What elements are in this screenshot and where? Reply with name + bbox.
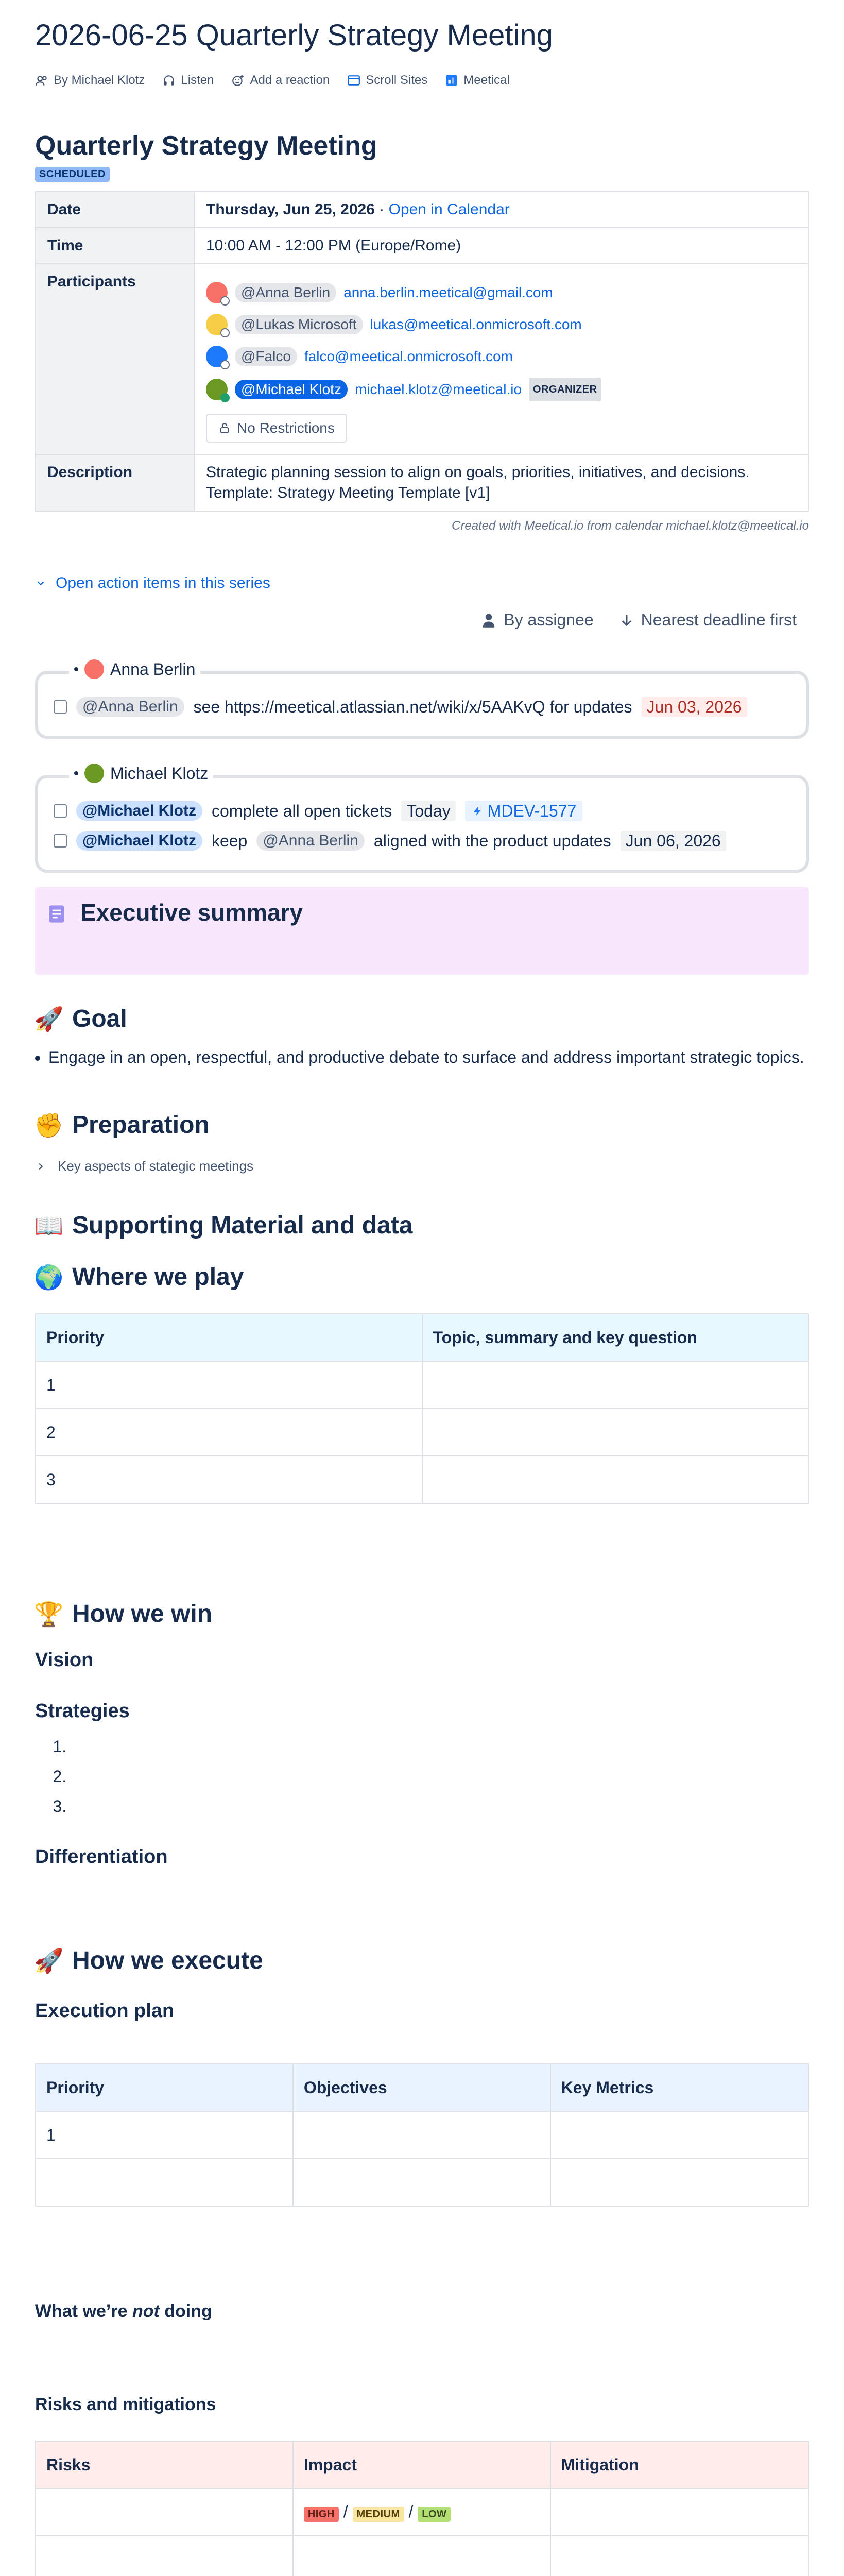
table-cell[interactable] bbox=[293, 2536, 550, 2576]
avatar[interactable] bbox=[206, 282, 228, 303]
where-we-play-heading: 🌍 Where we play bbox=[34, 1263, 244, 1291]
rocket-icon: 🚀 bbox=[34, 1006, 64, 1032]
assignee-mention[interactable]: @Michael Klotz bbox=[76, 831, 202, 851]
due-date[interactable]: Jun 06, 2026 bbox=[621, 831, 726, 851]
sort-bar bbox=[35, 611, 809, 630]
headphones-icon bbox=[162, 74, 176, 87]
task-checkbox[interactable] bbox=[54, 700, 67, 714]
open-book-icon: 📖 bbox=[34, 1212, 64, 1239]
participant-email[interactable]: anna.berlin.meetical@gmail.com bbox=[343, 284, 553, 300]
participant-mention[interactable]: @Lukas Microsoft bbox=[235, 315, 363, 334]
chevron-right-icon bbox=[35, 1161, 46, 1172]
table-row bbox=[36, 2111, 808, 2159]
created-note: Created with Meetical.io from calendar michael.klotz@meetical.io bbox=[452, 519, 809, 533]
participant-row bbox=[206, 314, 797, 335]
assignee-group-michael bbox=[35, 764, 809, 873]
task-checkbox[interactable] bbox=[54, 804, 67, 818]
description-cell bbox=[194, 454, 808, 511]
table-cell[interactable] bbox=[422, 1409, 809, 1456]
person-icon bbox=[481, 613, 496, 628]
avatar[interactable] bbox=[206, 379, 228, 400]
scroll-sites-button[interactable]: Scroll Sites bbox=[347, 73, 427, 88]
open-in-calendar-link[interactable]: Open in Calendar bbox=[388, 201, 510, 218]
assignee-header: Anna Berlin bbox=[69, 659, 200, 679]
participant-mention[interactable]: @Falco bbox=[235, 347, 297, 366]
meeting-status-badge: SCHEDULED bbox=[35, 167, 110, 182]
task-checkbox[interactable] bbox=[54, 834, 67, 848]
jira-issue-link[interactable]: MDEV-1577 bbox=[465, 801, 583, 821]
document-title: 2026-06-25 Quarterly Strategy Meeting bbox=[35, 19, 553, 52]
due-date[interactable]: Jun 03, 2026 bbox=[642, 697, 747, 717]
contributors-icon bbox=[35, 74, 48, 87]
table-cell[interactable] bbox=[293, 2111, 550, 2159]
participant-row bbox=[206, 346, 797, 367]
add-reaction-button[interactable]: Add a reaction bbox=[231, 73, 330, 88]
impact-medium-badge: MEDIUM bbox=[353, 2507, 404, 2522]
assignee-mention[interactable]: @Anna Berlin bbox=[76, 697, 184, 717]
how-we-execute-heading: 🚀 How we execute bbox=[34, 1947, 263, 1974]
table-header: Priority bbox=[36, 2064, 293, 2111]
sort-by-assignee-button[interactable]: By assignee bbox=[481, 611, 593, 630]
list-item[interactable] bbox=[71, 1791, 809, 1821]
table-cell[interactable] bbox=[36, 2159, 293, 2206]
emoji-add-icon bbox=[231, 74, 245, 87]
executive-summary-heading: Executive summary bbox=[80, 899, 303, 926]
table-cell[interactable]: 3 bbox=[36, 1456, 422, 1503]
due-date[interactable]: Today bbox=[401, 801, 455, 821]
meetical-logo-icon bbox=[445, 74, 458, 87]
table-row bbox=[36, 1361, 808, 1409]
table-row bbox=[36, 2488, 808, 2536]
browser-icon bbox=[347, 74, 360, 87]
table-header: Priority bbox=[36, 1314, 422, 1361]
table-cell[interactable] bbox=[422, 1456, 809, 1503]
vision-heading: Vision bbox=[35, 1649, 94, 1671]
table-cell[interactable] bbox=[550, 2111, 808, 2159]
hand-icon: ✊ bbox=[34, 1112, 64, 1139]
list-item[interactable] bbox=[71, 1732, 809, 1761]
impact-cell[interactable]: HIGH / MEDIUM / LOW bbox=[293, 2488, 550, 2536]
participant-mention[interactable]: @Anna Berlin bbox=[235, 283, 336, 302]
preparation-expand[interactable]: Key aspects of stategic meetings bbox=[35, 1158, 809, 1174]
avatar bbox=[84, 659, 104, 679]
strategies-heading: Strategies bbox=[35, 1700, 130, 1722]
task-text: see https://meetical.atlassian.net/wiki/x/5AAKvQ for updates bbox=[193, 697, 632, 716]
table-header: Key Metrics bbox=[550, 2064, 808, 2111]
table-row bbox=[36, 1456, 808, 1503]
table-row bbox=[36, 2159, 808, 2206]
table-cell[interactable]: 2 bbox=[36, 1409, 422, 1456]
date-label: Date bbox=[36, 192, 194, 228]
meeting-title: Quarterly Strategy Meeting bbox=[35, 131, 377, 161]
strategies-list bbox=[71, 1732, 809, 1821]
story-icon bbox=[471, 805, 484, 817]
table-cell[interactable] bbox=[550, 2488, 808, 2536]
date-value: Thursday, Jun 25, 2026 bbox=[206, 201, 375, 218]
restrictions-button[interactable]: No Restrictions bbox=[206, 414, 347, 443]
time-label: Time bbox=[36, 228, 194, 264]
assignee-header: Michael Klotz bbox=[69, 764, 213, 783]
open-action-items-toggle[interactable]: Open action items in this series bbox=[35, 574, 809, 592]
differentiation-heading: Differentiation bbox=[35, 1846, 168, 1868]
trophy-icon: 🏆 bbox=[34, 1601, 64, 1628]
supporting-material-heading: 📖 Supporting Material and data bbox=[34, 1212, 413, 1239]
task-text: keep bbox=[211, 831, 248, 850]
action-item bbox=[54, 697, 790, 717]
sort-by-deadline-button[interactable]: Nearest deadline first bbox=[619, 611, 797, 630]
globe-icon: 🌍 bbox=[34, 1264, 64, 1291]
table-cell[interactable] bbox=[422, 1361, 809, 1409]
organizer-badge: ORGANIZER bbox=[529, 378, 601, 401]
note-icon bbox=[46, 904, 67, 924]
table-cell[interactable] bbox=[36, 2536, 293, 2576]
table-cell[interactable] bbox=[550, 2159, 808, 2206]
participant-email[interactable]: michael.klotz@meetical.io bbox=[354, 381, 522, 397]
task-text: complete all open tickets bbox=[211, 801, 392, 820]
chevron-down-icon bbox=[35, 578, 46, 589]
table-header: Objectives bbox=[293, 2064, 550, 2111]
list-item[interactable] bbox=[71, 1761, 809, 1791]
unlock-icon bbox=[218, 422, 231, 434]
table-cell[interactable] bbox=[36, 2488, 293, 2536]
execution-plan-table bbox=[35, 2063, 809, 2207]
table-cell[interactable] bbox=[293, 2159, 550, 2206]
description-label: Description bbox=[36, 454, 194, 511]
avatar[interactable] bbox=[206, 314, 228, 335]
action-item bbox=[54, 831, 790, 851]
byline-bar bbox=[35, 73, 809, 88]
impact-high-badge: HIGH bbox=[304, 2507, 339, 2522]
not-doing-heading: What we’re not doing bbox=[35, 2301, 212, 2321]
listen-button[interactable]: Listen bbox=[162, 73, 214, 88]
description-text: Strategic planning session to align on goals, priorities, initiatives, and decisions. bbox=[206, 464, 750, 481]
meeting-info-table bbox=[35, 191, 809, 512]
risks-table bbox=[35, 2441, 809, 2576]
mention[interactable]: @Anna Berlin bbox=[256, 831, 365, 851]
table-cell[interactable]: 1 bbox=[36, 2111, 293, 2159]
table-row bbox=[36, 1409, 808, 1456]
participant-mention[interactable]: @Michael Klotz bbox=[235, 380, 348, 399]
author-byline[interactable]: By Michael Klotz bbox=[35, 73, 145, 88]
rocket-icon: 🚀 bbox=[34, 1947, 64, 1974]
participants-cell bbox=[194, 264, 808, 454]
preparation-heading: ✊ Preparation bbox=[34, 1111, 210, 1139]
template-text: Template: Strategy Meeting Template [v1] bbox=[206, 484, 490, 501]
participants-label: Participants bbox=[36, 264, 194, 454]
avatar bbox=[84, 764, 104, 783]
action-item bbox=[54, 801, 790, 821]
table-header: Impact bbox=[293, 2441, 550, 2488]
goal-bullet: • Engage in an open, respectful, and productive debate to surface and address important strategic topics. bbox=[48, 1044, 809, 1071]
participant-row bbox=[206, 378, 797, 401]
page bbox=[0, 18, 844, 2576]
table-cell[interactable] bbox=[550, 2536, 808, 2576]
table-cell[interactable]: 1 bbox=[36, 1361, 422, 1409]
task-text: aligned with the product updates bbox=[373, 831, 611, 850]
participant-email[interactable]: lukas@meetical.onmicrosoft.com bbox=[370, 316, 582, 332]
assignee-mention[interactable]: @Michael Klotz bbox=[76, 801, 202, 821]
participant-email[interactable]: falco@meetical.onmicrosoft.com bbox=[304, 348, 513, 364]
goal-list bbox=[48, 1044, 809, 1071]
table-header: Mitigation bbox=[550, 2441, 808, 2488]
table-header: Risks bbox=[36, 2441, 293, 2488]
executive-summary-panel bbox=[35, 887, 809, 975]
table-header: Topic, summary and key question bbox=[422, 1314, 809, 1361]
arrow-down-icon bbox=[619, 613, 634, 628]
date-cell: Thursday, Jun 25, 2026 · Open in Calendar bbox=[194, 192, 808, 228]
participant-row bbox=[206, 282, 797, 303]
how-we-win-heading: 🏆 How we win bbox=[34, 1600, 213, 1628]
where-we-play-table bbox=[35, 1313, 809, 1504]
risks-heading: Risks and mitigations bbox=[35, 2395, 216, 2414]
goal-heading: 🚀 Goal bbox=[34, 1005, 127, 1032]
impact-low-badge: LOW bbox=[418, 2507, 451, 2522]
avatar[interactable] bbox=[206, 346, 228, 367]
meetical-button[interactable]: Meetical bbox=[445, 73, 509, 88]
execution-plan-heading: Execution plan bbox=[35, 2000, 175, 2022]
table-row bbox=[36, 2536, 808, 2576]
assignee-group-anna bbox=[35, 659, 809, 739]
time-value: 10:00 AM - 12:00 PM (Europe/Rome) bbox=[194, 228, 808, 264]
